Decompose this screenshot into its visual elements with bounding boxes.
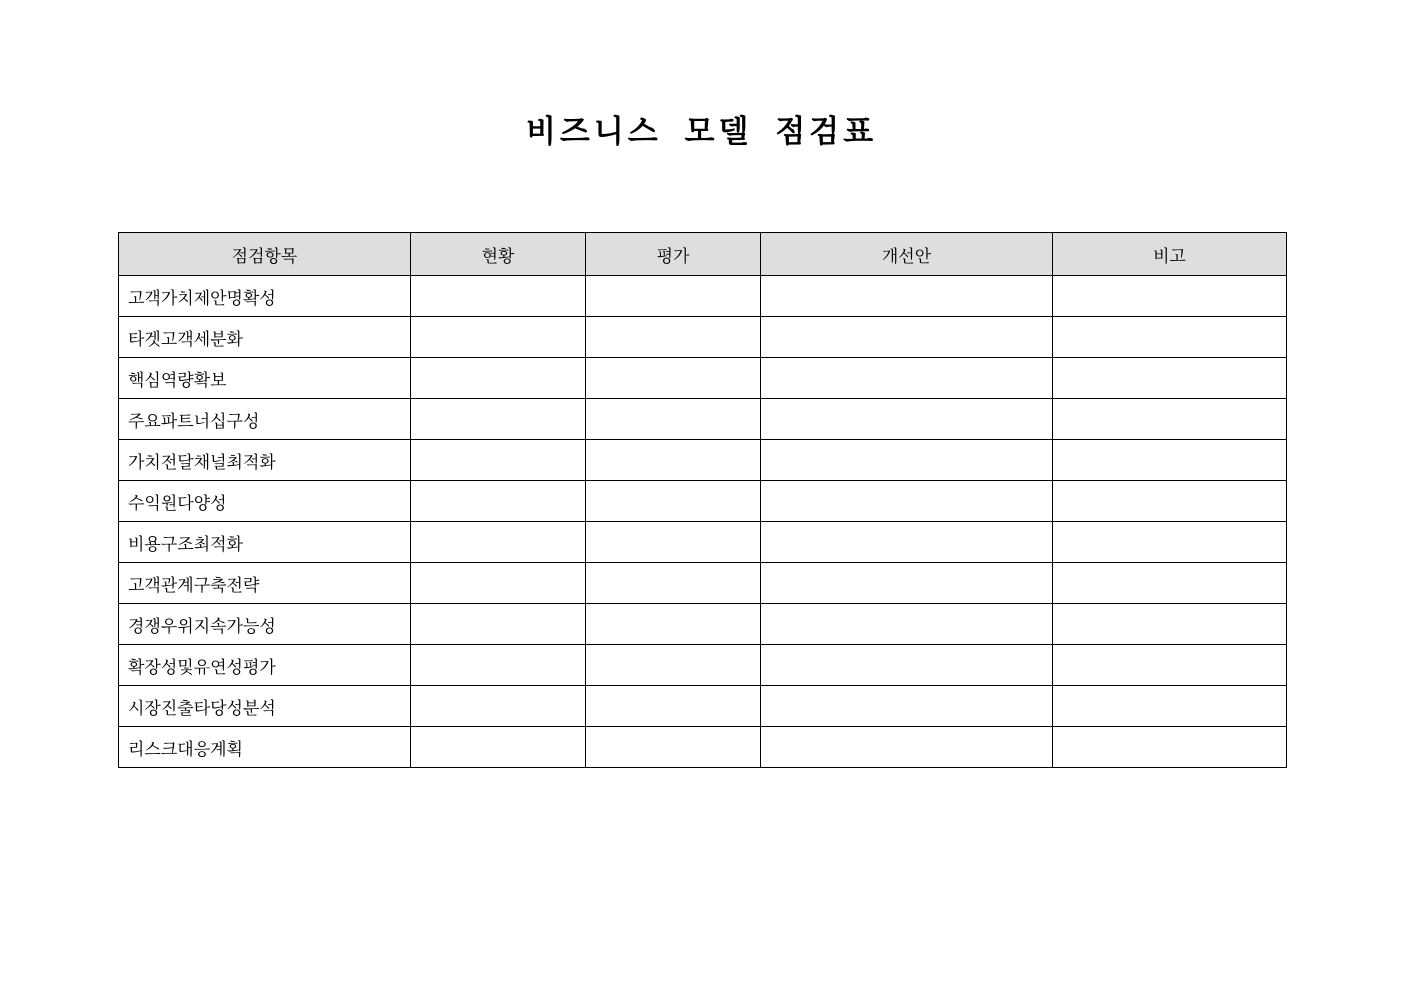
table-row bbox=[119, 317, 1287, 358]
improvement-cell[interactable] bbox=[761, 276, 1053, 317]
evaluation-cell[interactable] bbox=[586, 317, 761, 358]
remarks-cell[interactable] bbox=[1053, 686, 1287, 727]
header-improvement: 개선안 bbox=[761, 233, 1053, 276]
improvement-cell[interactable] bbox=[761, 645, 1053, 686]
evaluation-cell[interactable] bbox=[586, 358, 761, 399]
checklist-table bbox=[118, 232, 1287, 768]
status-cell[interactable] bbox=[411, 522, 586, 563]
remarks-cell[interactable] bbox=[1053, 604, 1287, 645]
remarks-cell[interactable] bbox=[1053, 276, 1287, 317]
header-check-item: 점검항목 bbox=[119, 233, 411, 276]
evaluation-cell[interactable] bbox=[586, 399, 761, 440]
evaluation-cell[interactable] bbox=[586, 645, 761, 686]
check-item-cell: 수익원다양성 bbox=[119, 481, 411, 522]
table-row bbox=[119, 399, 1287, 440]
status-cell[interactable] bbox=[411, 686, 586, 727]
improvement-cell[interactable] bbox=[761, 522, 1053, 563]
check-item-cell: 리스크대응계획 bbox=[119, 727, 411, 768]
table-row bbox=[119, 276, 1287, 317]
header-evaluation: 평가 bbox=[586, 233, 761, 276]
table-row bbox=[119, 727, 1287, 768]
status-cell[interactable] bbox=[411, 276, 586, 317]
remarks-cell[interactable] bbox=[1053, 358, 1287, 399]
check-item-cell: 고객가치제안명확성 bbox=[119, 276, 411, 317]
table-row bbox=[119, 522, 1287, 563]
check-item-cell: 고객관계구축전략 bbox=[119, 563, 411, 604]
status-cell[interactable] bbox=[411, 645, 586, 686]
evaluation-cell[interactable] bbox=[586, 604, 761, 645]
table-header-row bbox=[119, 233, 1287, 276]
improvement-cell[interactable] bbox=[761, 604, 1053, 645]
table-body bbox=[119, 276, 1287, 768]
check-item-cell: 가치전달채널최적화 bbox=[119, 440, 411, 481]
table-row bbox=[119, 563, 1287, 604]
status-cell[interactable] bbox=[411, 727, 586, 768]
remarks-cell[interactable] bbox=[1053, 645, 1287, 686]
improvement-cell[interactable] bbox=[761, 563, 1053, 604]
status-cell[interactable] bbox=[411, 399, 586, 440]
check-item-cell: 핵심역량확보 bbox=[119, 358, 411, 399]
improvement-cell[interactable] bbox=[761, 686, 1053, 727]
remarks-cell[interactable] bbox=[1053, 522, 1287, 563]
remarks-cell[interactable] bbox=[1053, 727, 1287, 768]
improvement-cell[interactable] bbox=[761, 440, 1053, 481]
check-item-cell: 시장진출타당성분석 bbox=[119, 686, 411, 727]
improvement-cell[interactable] bbox=[761, 399, 1053, 440]
status-cell[interactable] bbox=[411, 604, 586, 645]
table-row bbox=[119, 604, 1287, 645]
page-title: 비즈니스 모델 점검표 bbox=[525, 114, 878, 150]
check-item-cell: 타겟고객세분화 bbox=[119, 317, 411, 358]
evaluation-cell[interactable] bbox=[586, 481, 761, 522]
check-item-cell: 비용구조최적화 bbox=[119, 522, 411, 563]
remarks-cell[interactable] bbox=[1053, 317, 1287, 358]
evaluation-cell[interactable] bbox=[586, 276, 761, 317]
check-item-cell: 경쟁우위지속가능성 bbox=[119, 604, 411, 645]
improvement-cell[interactable] bbox=[761, 481, 1053, 522]
status-cell[interactable] bbox=[411, 481, 586, 522]
improvement-cell[interactable] bbox=[761, 727, 1053, 768]
status-cell[interactable] bbox=[411, 317, 586, 358]
table-row bbox=[119, 686, 1287, 727]
remarks-cell[interactable] bbox=[1053, 440, 1287, 481]
status-cell[interactable] bbox=[411, 563, 586, 604]
check-item-cell: 확장성및유연성평가 bbox=[119, 645, 411, 686]
remarks-cell[interactable] bbox=[1053, 563, 1287, 604]
evaluation-cell[interactable] bbox=[586, 563, 761, 604]
improvement-cell[interactable] bbox=[761, 317, 1053, 358]
evaluation-cell[interactable] bbox=[586, 686, 761, 727]
remarks-cell[interactable] bbox=[1053, 399, 1287, 440]
improvement-cell[interactable] bbox=[761, 358, 1053, 399]
table-row bbox=[119, 358, 1287, 399]
check-item-cell: 주요파트너십구성 bbox=[119, 399, 411, 440]
evaluation-cell[interactable] bbox=[586, 727, 761, 768]
header-status: 현황 bbox=[411, 233, 586, 276]
table-row bbox=[119, 645, 1287, 686]
evaluation-cell[interactable] bbox=[586, 440, 761, 481]
table-row bbox=[119, 440, 1287, 481]
evaluation-cell[interactable] bbox=[586, 522, 761, 563]
remarks-cell[interactable] bbox=[1053, 481, 1287, 522]
status-cell[interactable] bbox=[411, 440, 586, 481]
table-row bbox=[119, 481, 1287, 522]
status-cell[interactable] bbox=[411, 358, 586, 399]
header-remarks: 비고 bbox=[1053, 233, 1287, 276]
